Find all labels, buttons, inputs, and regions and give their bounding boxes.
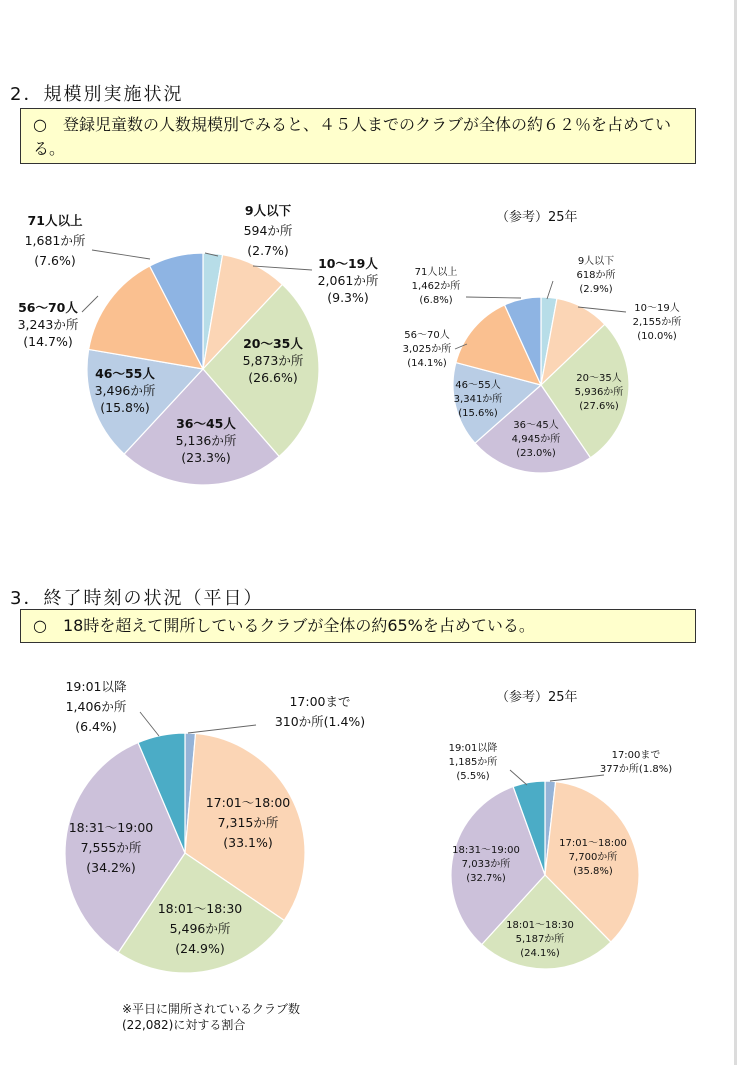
pie2-slice-2-pct: (10.0%) <box>637 331 677 342</box>
pie1-slice-7-count: 1,681か所 <box>24 233 86 248</box>
pie4-slice-4-pct: (32.7%) <box>466 873 506 884</box>
pie2-slice-2-count: 2,155か所 <box>632 317 682 328</box>
pie2-slice-4-pct: (23.0%) <box>516 448 556 459</box>
pie1-slice-2-pct: (9.3%) <box>327 290 369 305</box>
section2-heading: 2．規模別実施状況 <box>10 84 184 105</box>
pie1-slice-6-label: 56～70人 <box>18 300 78 315</box>
pie4-slice-5-pct: (5.5%) <box>456 771 490 782</box>
pie1-slice-5-pct: (15.8%) <box>100 400 150 415</box>
pie1-slice-5-label: 46～55人 <box>95 366 155 381</box>
pie2-slice-6-label: 56～70人 <box>404 330 450 341</box>
pie1-slice-6-count: 3,243か所 <box>17 317 79 332</box>
section3-ref-title: （参考）25年 <box>496 690 578 705</box>
pie1-slice-7-pct: (7.6%) <box>34 253 76 268</box>
pie1-slice-2-label: 10～19人 <box>318 256 378 271</box>
section2-note-text: ○ 登録児童数の人数規模別でみると、４５人までのクラブが全体の約６２％を占めている。 <box>33 115 671 158</box>
pie2-slice-6-count: 3,025か所 <box>402 344 452 355</box>
pie2-slice-7-pct: (6.8%) <box>419 295 453 306</box>
pie2-slice-5-count: 3,341か所 <box>453 394 503 405</box>
pie3-leader-1 <box>188 725 256 733</box>
pie1-slice-1-pct: (2.7%) <box>247 243 289 258</box>
pie1-slice-1-count: 594か所 <box>243 223 293 238</box>
pie4-leader-1 <box>550 775 604 781</box>
pie3-slice-2-label: 17:01～18:00 <box>205 795 291 810</box>
pie2-slice-4-label: 36～45人 <box>513 420 559 431</box>
pie4-slice-2-label: 17:01～18:00 <box>559 838 627 849</box>
pie4-slice-4-count: 7,033か所 <box>461 859 511 870</box>
footnote-line-1: ※平日に開所されているクラブ数 <box>122 1002 301 1016</box>
pie1-slice-6-pct: (14.7%) <box>23 334 73 349</box>
section3-heading: 3．終了時刻の状況（平日） <box>10 588 264 609</box>
pie4-leader-5 <box>510 770 527 785</box>
pie4-slice-1-label: 17:00まで <box>611 750 661 761</box>
pie3-slice-1-label: 17:00まで <box>289 694 351 709</box>
pie2-slice-3-count: 5,936か所 <box>574 387 624 398</box>
pie1-slice-4-label: 36～45人 <box>176 416 236 431</box>
pie3-slice-4-label: 18:31～19:00 <box>68 820 154 835</box>
pie2-slice-3-pct: (27.6%) <box>579 401 619 412</box>
pie3-slice-3-label: 18:01～18:30 <box>157 901 243 916</box>
pie1-leader-7 <box>92 250 150 259</box>
pie3-slice-2-count: 7,315か所 <box>217 815 279 830</box>
pie1-slice-3-pct: (26.6%) <box>248 370 298 385</box>
pie1-slice-1-label: 9人以下 <box>244 203 292 218</box>
section3-note-text: ○ 18時を超えて開所しているクラブが全体の約65%を占めている。 <box>33 616 535 635</box>
pie4-slice-3-pct: (24.1%) <box>520 948 560 959</box>
pie3-slice-1-count-pct: 310か所(1.4%) <box>274 714 366 729</box>
footnote-line-2: (22,082)に対する割合 <box>122 1018 246 1032</box>
pie4-slice-2-pct: (35.8%) <box>573 866 613 877</box>
pie2-leader-7 <box>466 297 521 298</box>
pie1-slice-3-label: 20～35人 <box>243 336 303 351</box>
pie4-slice-2-count: 7,700か所 <box>568 852 618 863</box>
pie2-slice-1-label: 9人以下 <box>577 256 615 267</box>
pie3-slice-4-pct: (34.2%) <box>86 860 136 875</box>
pie4-slice-4-label: 18:31～19:00 <box>452 845 520 856</box>
pie3-leader-5 <box>140 712 159 736</box>
pie1-slice-7-label: 71人以上 <box>27 213 83 228</box>
pie1-slice-5-count: 3,496か所 <box>94 383 156 398</box>
pie2-slice-5-pct: (15.6%) <box>458 408 498 419</box>
pie4-slice-3-count: 5,187か所 <box>515 934 565 945</box>
pie1-slice-2-count: 2,061か所 <box>317 273 379 288</box>
pie1-slice-4-count: 5,136か所 <box>175 433 237 448</box>
pie2-slice-5-label: 46～55人 <box>455 380 501 391</box>
pie2-slice-7-label: 71人以上 <box>414 267 458 278</box>
pie3-slice-5-count: 1,406か所 <box>65 699 127 714</box>
pie1-slice-3-count: 5,873か所 <box>242 353 304 368</box>
pie2-slice-1-pct: (2.9%) <box>579 284 613 295</box>
pie2-slice-7-count: 1,462か所 <box>411 281 461 292</box>
pie2-slice-2-label: 10～19人 <box>634 303 680 314</box>
pie3-slice-3-pct: (24.9%) <box>175 941 225 956</box>
pie2-slice-6-pct: (14.1%) <box>407 358 447 369</box>
pie3-slice-5-pct: (6.4%) <box>75 719 117 734</box>
pie4-slice-5-count: 1,185か所 <box>448 757 498 768</box>
pie1-leader-6 <box>82 296 98 312</box>
section2-ref-title: （参考）25年 <box>496 210 578 225</box>
pie3-slice-2-pct: (33.1%) <box>223 835 273 850</box>
pie4-slice-1-count-pct: 377か所(1.8%) <box>599 764 673 775</box>
pie3-slice-4-count: 7,555か所 <box>80 840 142 855</box>
pie3-slice-3-count: 5,496か所 <box>169 921 231 936</box>
pie2-slice-1-count: 618か所 <box>576 270 616 281</box>
pie1-slice-4-pct: (23.3%) <box>181 450 231 465</box>
pie4-slice-3-label: 18:01～18:30 <box>506 920 574 931</box>
pie4-slice-5-label: 19:01以降 <box>448 743 498 754</box>
pie2-slice-3-label: 20～35人 <box>576 373 622 384</box>
pie3-slice-5-label: 19:01以降 <box>65 679 127 694</box>
pie2-slice-4-count: 4,945か所 <box>511 434 561 445</box>
pie2-leader-1 <box>547 281 553 299</box>
